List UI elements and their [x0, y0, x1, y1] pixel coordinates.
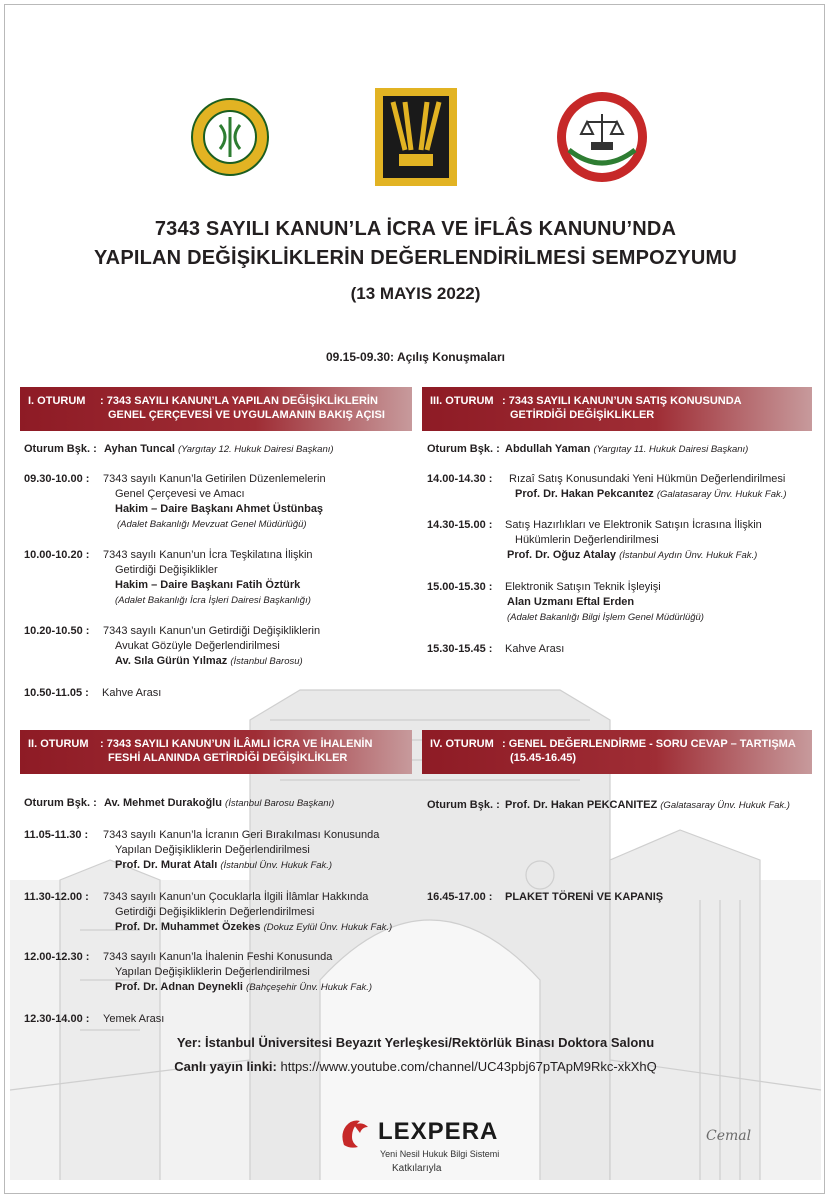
- item-institution: (İstanbul Barosu): [230, 656, 303, 667]
- item-title: 7343 sayılı Kanun’un Çocuklarla İlgili İlâmlar Hakkında: [103, 891, 369, 903]
- title-line-1: 7343 SAYILI KANUN’LA İCRA VE İFLÂS KANUNU’NDA: [154, 218, 677, 240]
- item-speaker: Prof. Dr. Oğuz Atalay: [507, 549, 617, 561]
- item-speaker: Alan Uzmanı Eftal Erden: [507, 596, 635, 608]
- item-title: 7343 sayılı Kanun’la İcranın Geri Bırakılması Konusunda: [103, 829, 380, 841]
- chair-label: Oturum Bşk. :: [24, 797, 97, 809]
- item-time: 11.30-12.00 :: [24, 891, 89, 903]
- artist-signature: Cemal: [706, 1128, 752, 1144]
- item-speaker: Prof. Dr. Hakan Pekcanıtez: [515, 488, 654, 500]
- chair-name: Ayhan Tuncal: [104, 443, 175, 455]
- session-2-title-l1: : 7343 SAYILI KANUN’UN İLÂMLI İCRA VE İHALENİN: [100, 738, 373, 750]
- item-speaker: Prof. Dr. Muhammet Özekes: [115, 921, 261, 933]
- item-title-2: Hükümlerin Değerlendirilmesi: [515, 534, 659, 546]
- item-title-2: Getirdiği Değişikliklerin Değerlendirilmesi: [115, 906, 315, 918]
- item-institution: (Dokuz Eylül Ünv. Hukuk Fak.): [263, 922, 393, 933]
- item-institution: (Galatasaray Ünv. Hukuk Fak.): [656, 489, 787, 500]
- session-2-header: [20, 730, 412, 774]
- item-institution: (Bahçeşehir Ünv. Hukuk Fak.): [246, 982, 373, 993]
- opening-speeches: 09.15-09.30: Açılış Konuşmaları: [326, 350, 505, 364]
- item-time: 11.05-11.30 :: [24, 829, 89, 841]
- chair-label: Oturum Bşk. :: [24, 443, 97, 455]
- chair-role: (Galatasaray Ünv. Hukuk Fak.): [660, 800, 790, 811]
- break-time: 10.50-11.05 :: [24, 687, 89, 699]
- item-time: 10.00-10.20 :: [24, 549, 90, 561]
- closing-time: 16.45-17.00 :: [427, 891, 493, 903]
- item-speaker: Prof. Dr. Adnan Deynekli: [115, 981, 243, 993]
- session-2-label: II. OTURUM: [28, 738, 89, 750]
- closing-label: PLAKET TÖRENİ VE KAPANIŞ: [505, 891, 664, 903]
- chair-name: Abdullah Yaman: [505, 443, 591, 455]
- title-line-2: YAPILAN DEĞİŞİKLİKLERİN DEĞERLENDİRİLMESİ SEMPOZYUMU: [93, 247, 738, 269]
- item-title: 7343 sayılı Kanun’un İcra Teşkilatına İlişkin: [103, 549, 313, 561]
- item-speaker: Av. Sıla Gürün Yılmaz: [115, 655, 228, 667]
- item-title: Satış Hazırlıkları ve Elektronik Satışın İcrasına İlişkin: [505, 519, 762, 531]
- session-1-label: I. OTURUM: [28, 395, 86, 407]
- item-speaker: Hakim – Daire Başkanı Fatih Öztürk: [115, 579, 301, 591]
- item-title-2: Yapılan Değişikliklerin Değerlendirilmesi: [115, 844, 310, 856]
- break-label: Yemek Arası: [103, 1013, 165, 1025]
- session-4-title-l2: (15.45-16.45): [510, 752, 577, 764]
- item-institution: (Adalet Bakanlığı Bilgi İşlem Genel Müdürlüğü): [507, 612, 704, 623]
- item-title-2: Avukat Gözüyle Değerlendirilmesi: [115, 640, 280, 652]
- item-time: 12.00-12.30 :: [24, 951, 90, 963]
- venue: Yer: İstanbul Üniversitesi Beyazıt Yerleşkesi/Rektörlük Binası Doktora Salonu: [176, 1035, 655, 1050]
- item-title: Elektronik Satışın Teknik İşleyişi: [505, 581, 661, 593]
- chair-name: Av. Mehmet Durakoğlu: [104, 797, 222, 809]
- break-label: Kahve Arası: [102, 687, 162, 699]
- item-title: Rızaî Satış Konusundaki Yeni Hükmün Değerlendirilmesi: [509, 473, 786, 485]
- item-time: 14.30-15.00 :: [427, 519, 493, 531]
- sponsor-note: Katkılarıyla: [392, 1163, 442, 1174]
- chair-label: Oturum Bşk. :: [427, 799, 500, 811]
- break-time: 15.30-15.45 :: [427, 643, 493, 655]
- session-3-title-l2: GETİRDİĞİ DEĞİŞİKLİKLER: [510, 409, 655, 421]
- item-title: 7343 sayılı Kanun’la İhalenin Feshi Konusunda: [103, 951, 333, 963]
- item-institution: (Adalet Bakanlığı İcra İşleri Dairesi Başkanlığı): [115, 595, 311, 606]
- live-stream: [0, 1059, 831, 1074]
- break-label: Kahve Arası: [505, 643, 565, 655]
- session-1-title-l2: GENEL ÇERÇEVESİ VE UYGULAMANIN BAKIŞ AÇISI: [108, 409, 385, 421]
- item-time: 14.00-14.30 :: [427, 473, 493, 485]
- session-2-title-l2: FESHİ ALANINDA GETİRDİĞİ DEĞİŞİKLİKLER: [108, 752, 348, 764]
- item-time: 15.00-15.30 :: [427, 581, 493, 593]
- item-institution: (Adalet Bakanlığı Mevzuat Genel Müdürlüğü): [117, 519, 307, 530]
- item-institution: (İstanbul Aydın Ünv. Hukuk Fak.): [619, 550, 758, 561]
- istanbul-bar-logo: [555, 90, 649, 184]
- item-title-2: Getirdiği Değişiklikler: [115, 564, 218, 576]
- live-stream-link[interactable]: https://www.youtube.com/channel/UC43pbj67pTApM9Rkc-xkXhQ: [280, 1059, 657, 1074]
- item-speaker: Hakim – Daire Başkanı Ahmet Üstünbaş: [115, 503, 324, 515]
- session-3-label: III. OTURUM: [430, 395, 494, 407]
- break-time: 12.30-14.00 :: [24, 1013, 90, 1025]
- item-title-2: Genel Çerçevesi ve Amacı: [115, 488, 245, 500]
- chair-label: Oturum Bşk. :: [427, 443, 500, 455]
- chair-role: (Yargıtay 11. Hukuk Dairesi Başkanı): [593, 444, 749, 455]
- event-date: (13 MAYIS 2022): [350, 284, 481, 303]
- item-time: 10.20-10.50 :: [24, 625, 90, 637]
- item-time: 09.30-10.00 :: [24, 473, 90, 485]
- item-title: 7343 sayılı Kanun’un Getirdiği Değişikliklerin: [103, 625, 321, 637]
- session-1-header: [20, 387, 412, 431]
- lexpera-mark-icon: [340, 1119, 370, 1149]
- chair-role: (Yargıtay 12. Hukuk Dairesi Başkanı): [177, 444, 334, 455]
- chair-role: (İstanbul Barosu Başkanı): [225, 798, 335, 809]
- istanbul-university-logo: [190, 97, 270, 177]
- session-1-title-l1: : 7343 SAYILI KANUN’LA YAPILAN DEĞİŞİKLİKLERİN: [100, 395, 378, 407]
- item-title-2: Yapılan Değişikliklerin Değerlendirilmesi: [115, 966, 310, 978]
- law-faculty-logo: [375, 88, 457, 186]
- item-title: 7343 sayılı Kanun’la Getirilen Düzenlemelerin: [103, 473, 326, 485]
- item-institution: (İstanbul Ünv. Hukuk Fak.): [220, 860, 333, 871]
- session-4-title-l1: : GENEL DEĞERLENDİRME - SORU CEVAP – TARTIŞMA: [502, 738, 796, 750]
- chair-name: Prof. Dr. Hakan PEKCANITEZ: [505, 799, 658, 811]
- session-4-header: [422, 730, 812, 774]
- session-4-label: IV. OTURUM: [430, 738, 494, 750]
- sponsor-name: LEXPERA: [378, 1118, 499, 1145]
- item-speaker: Prof. Dr. Murat Atalı: [115, 859, 218, 871]
- live-stream-label: Canlı yayın linki:: [174, 1059, 277, 1074]
- session-3-title-l1: : 7343 SAYILI KANUN’UN SATIŞ KONUSUNDA: [502, 395, 742, 407]
- session-3-header: [422, 387, 812, 431]
- sponsor-tagline: Yeni Nesil Hukuk Bilgi Sistemi: [380, 1149, 500, 1159]
